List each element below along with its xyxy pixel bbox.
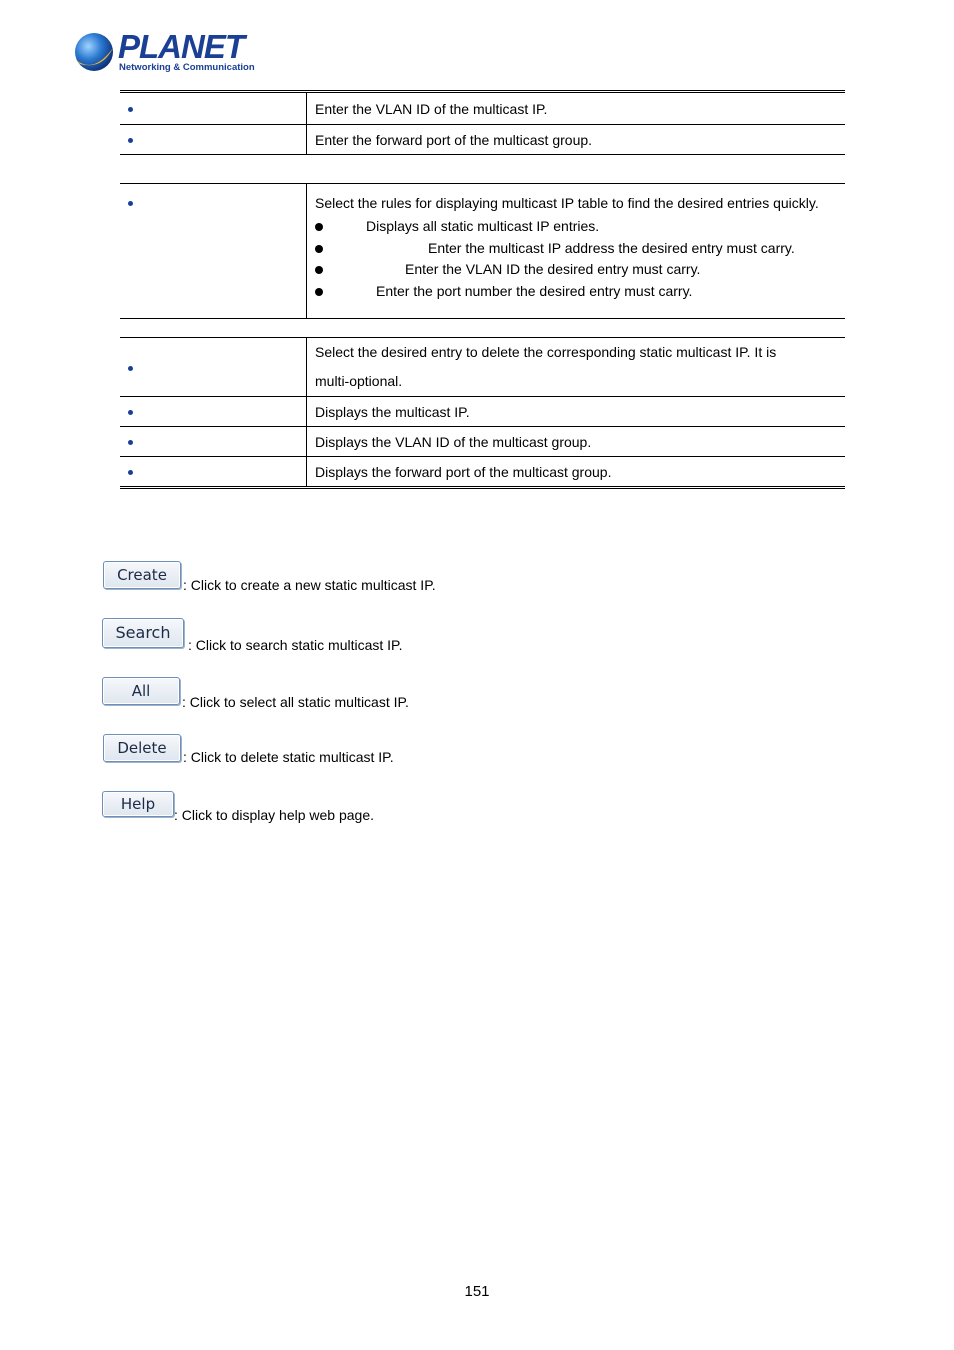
table-row bbox=[120, 92, 845, 125]
parameter-table-1 bbox=[120, 90, 845, 155]
brand-tagline: Networking & Communication bbox=[119, 62, 255, 73]
page-number: 151 bbox=[464, 1283, 490, 1300]
bullet-icon bbox=[315, 223, 323, 231]
help-button[interactable]: Help bbox=[102, 791, 174, 817]
option-list bbox=[315, 216, 845, 302]
row-description: Enter the forward port of the multicast group. bbox=[307, 125, 846, 155]
bullet-icon bbox=[128, 201, 133, 206]
select-all-button[interactable]: All bbox=[102, 677, 180, 705]
table-row bbox=[120, 397, 845, 427]
row-description: Enter the VLAN ID of the multicast IP. bbox=[307, 92, 846, 125]
row-description: Displays the forward port of the multicast group. bbox=[315, 463, 612, 480]
table-row bbox=[120, 125, 845, 155]
list-item: Enter the multicast IP address the desired entry must carry. bbox=[315, 238, 845, 260]
bullet-icon bbox=[128, 366, 133, 371]
row-description: Displays the VLAN ID of the multicast group. bbox=[307, 427, 846, 457]
table-row bbox=[120, 338, 845, 397]
help-description: : Click to display help web page. bbox=[174, 807, 374, 823]
table-row bbox=[120, 184, 845, 319]
create-description: : Click to create a new static multicast IP. bbox=[183, 577, 436, 593]
bullet-icon bbox=[315, 245, 323, 253]
bullet-icon bbox=[128, 470, 133, 475]
bullet-icon bbox=[128, 410, 133, 415]
row-description: Select the rules for displaying multicast IP table to find the desired entries quickly. bbox=[315, 195, 819, 211]
all-description: : Click to select all static multicast IP. bbox=[182, 694, 409, 710]
bullet-icon bbox=[315, 288, 323, 296]
parameter-table-2 bbox=[120, 183, 845, 319]
search-button[interactable]: Search bbox=[102, 618, 184, 648]
list-item: Displays all static multicast IP entries. bbox=[315, 216, 845, 238]
bullet-icon bbox=[128, 107, 133, 112]
parameter-table-3 bbox=[120, 337, 845, 489]
brand-name: PLANET bbox=[118, 28, 244, 65]
row-description: Displays the multicast IP. bbox=[307, 397, 846, 427]
bullet-icon bbox=[315, 266, 323, 274]
row-description: Select the desired entry to delete the corresponding static multicast IP. It is multi-optional. bbox=[307, 338, 846, 397]
delete-description: : Click to delete static multicast IP. bbox=[183, 749, 394, 765]
list-item: Enter the port number the desired entry must carry. bbox=[315, 281, 845, 303]
table-row bbox=[120, 457, 845, 488]
planet-logo bbox=[72, 28, 255, 76]
bullet-icon bbox=[128, 138, 133, 143]
delete-button[interactable]: Delete bbox=[103, 734, 181, 762]
list-item: Enter the VLAN ID the desired entry must carry. bbox=[315, 259, 845, 281]
bullet-icon bbox=[128, 440, 133, 445]
table-row bbox=[120, 427, 845, 457]
create-button[interactable]: Create bbox=[103, 561, 181, 589]
globe-icon bbox=[72, 30, 116, 74]
search-description: : Click to search static multicast IP. bbox=[188, 637, 403, 653]
